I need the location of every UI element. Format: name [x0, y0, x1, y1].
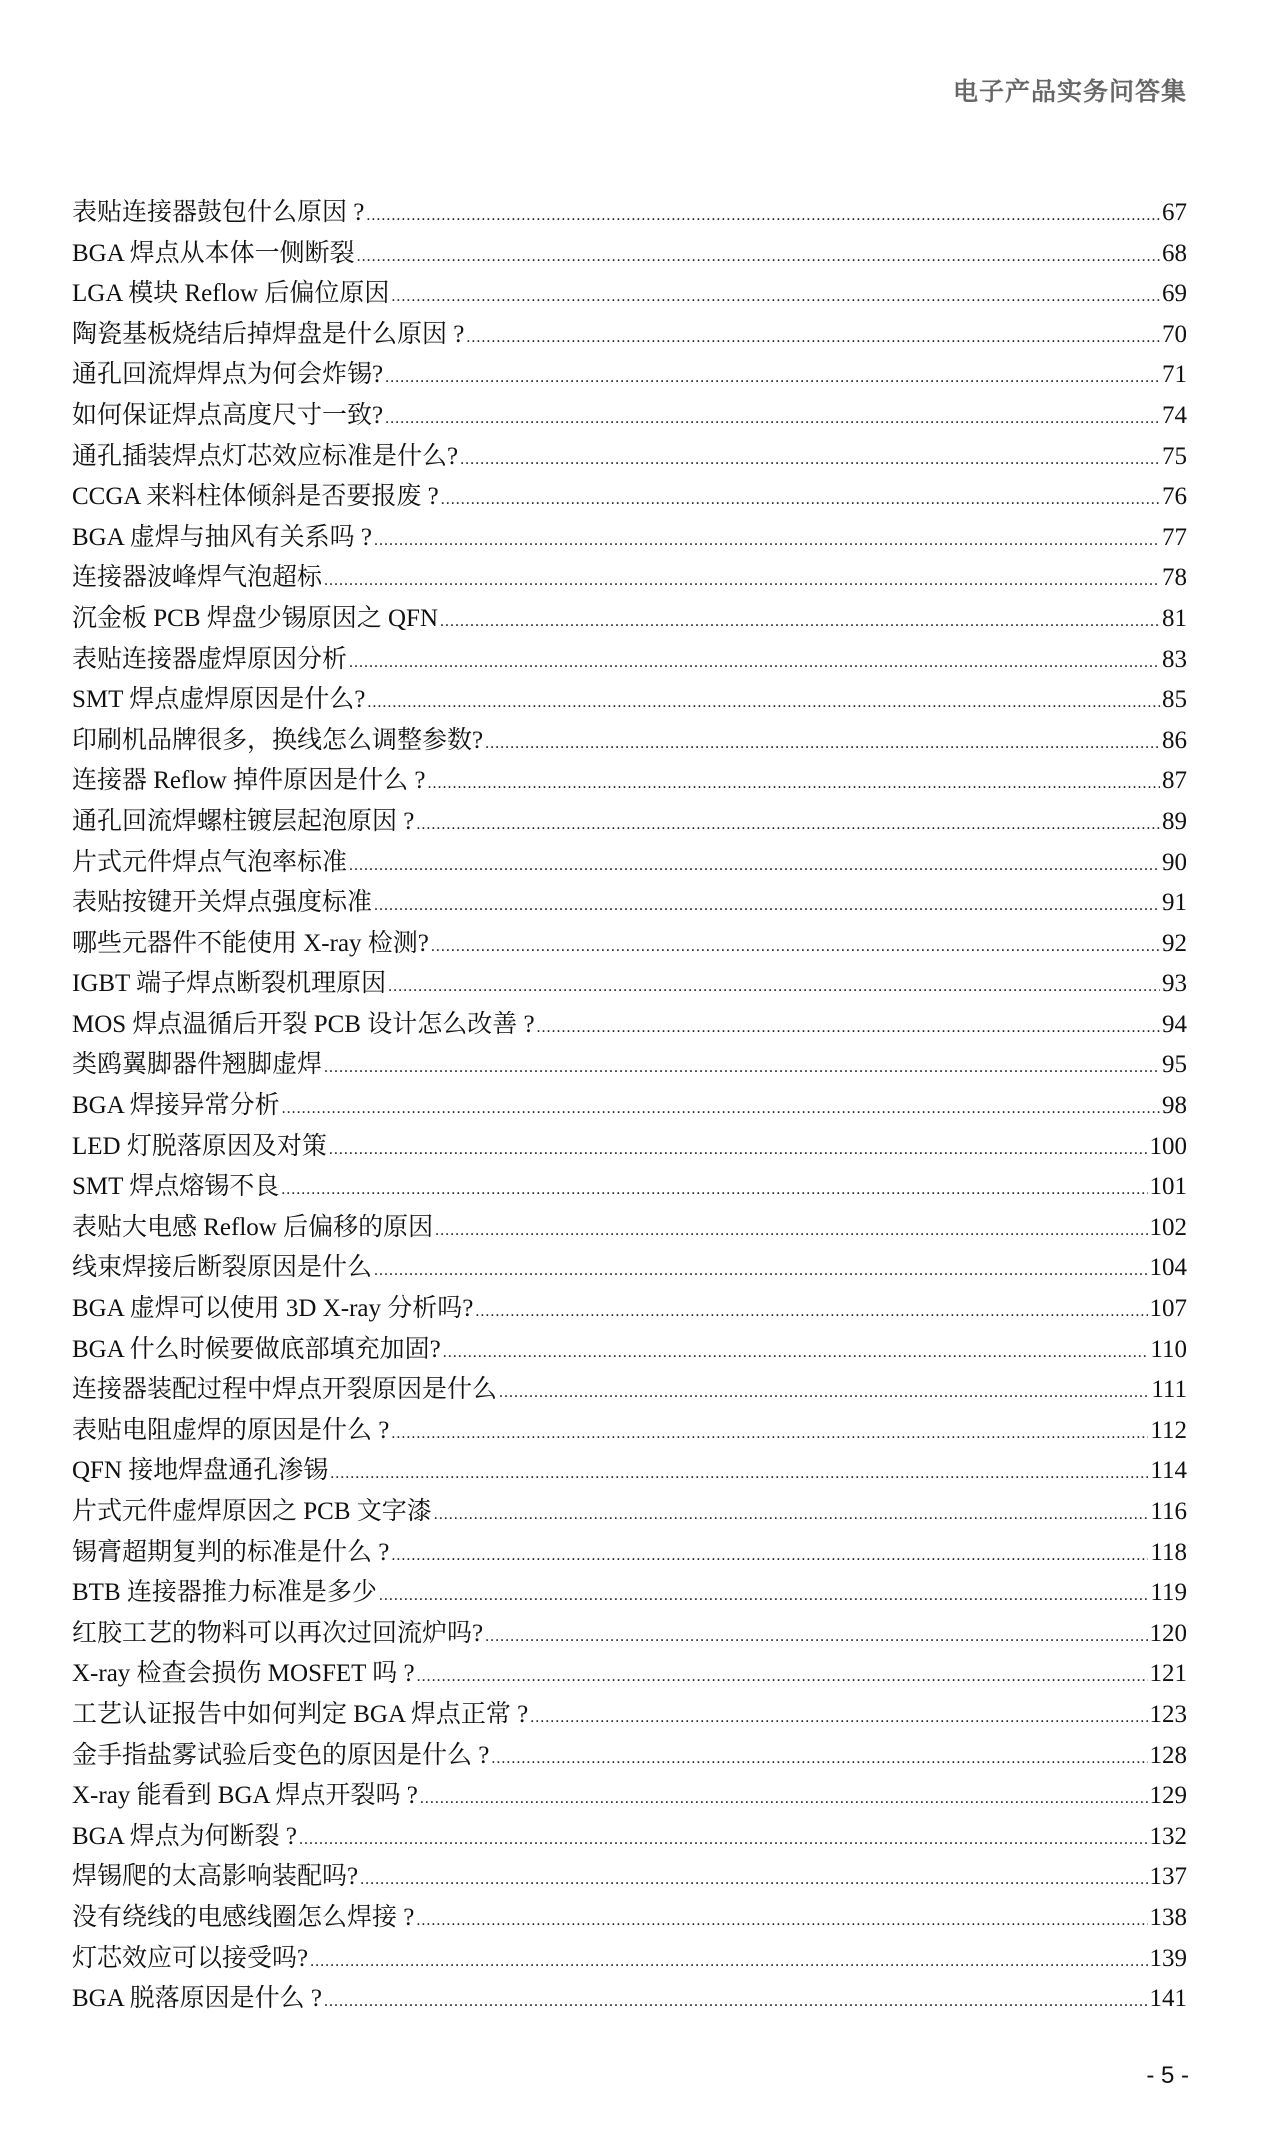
dot-leader — [485, 1628, 1147, 1646]
toc-entry-title: MOS 焊点温循后开裂 PCB 设计怎么改善 ? — [72, 1010, 535, 1038]
toc-entry-page: 76 — [1162, 483, 1187, 511]
toc-entry[interactable] — [72, 1775, 1187, 1816]
dot-leader — [330, 1465, 1148, 1483]
toc-entry[interactable] — [72, 517, 1187, 558]
toc-entry-page: 91 — [1162, 889, 1187, 917]
toc-entry-title: BGA 虚焊与抽风有关系吗 ? — [72, 523, 373, 551]
toc-entry[interactable] — [72, 1978, 1187, 2019]
toc-entry-title: 通孔插装焊点灯芯效应标准是什么? — [72, 442, 459, 470]
toc-entry[interactable] — [72, 1938, 1187, 1979]
toc-entry-page: 98 — [1162, 1092, 1187, 1120]
dot-leader — [416, 816, 1160, 834]
toc-entry-page: 120 — [1149, 1619, 1187, 1647]
dot-leader — [367, 694, 1160, 712]
toc-entry-page: 86 — [1162, 726, 1187, 754]
toc-entry-title: 如何保证焊点高度尺寸一致? — [72, 401, 384, 429]
dot-leader — [299, 1831, 1147, 1849]
toc-entry-page: 89 — [1162, 807, 1187, 835]
toc-entry-page: 92 — [1162, 929, 1187, 957]
dot-leader — [537, 1019, 1160, 1037]
dot-leader — [385, 369, 1160, 387]
dot-leader — [374, 1262, 1147, 1280]
toc-entry-title: 通孔回流焊焊点为何会炸锡? — [72, 361, 384, 389]
toc-entry[interactable] — [72, 476, 1187, 517]
dot-leader — [388, 978, 1160, 996]
toc-entry-page: 101 — [1149, 1173, 1187, 1201]
toc-entry-title: QFN 接地焊盘通孔渗锡 — [72, 1457, 329, 1485]
toc-entry-page: 69 — [1162, 280, 1187, 308]
toc-entry[interactable] — [72, 801, 1187, 842]
toc-entry-title: SMT 焊点熔锡不良 — [72, 1173, 280, 1201]
toc-entry[interactable] — [72, 1572, 1187, 1613]
toc-entry[interactable] — [72, 1207, 1187, 1248]
toc-entry-title: 哪些元器件不能使用 X-ray 检测? — [72, 929, 429, 957]
toc-entry-title: 表贴连接器鼓包什么原因 ? — [72, 199, 365, 226]
toc-entry-page: 139 — [1149, 1944, 1187, 1972]
toc-entry[interactable] — [72, 1004, 1187, 1045]
toc-entry-page: 87 — [1162, 767, 1187, 795]
toc-entry-title: 金手指盐雾试验后变色的原因是什么 ? — [72, 1741, 490, 1769]
dot-leader — [443, 1344, 1149, 1362]
toc-entry-title: BGA 什么时候要做底部填充加固? — [72, 1335, 441, 1363]
toc-entry-page: 71 — [1162, 361, 1187, 389]
toc-entry-title: LED 灯脱落原因及对策 — [72, 1132, 327, 1160]
dot-leader — [466, 329, 1160, 347]
toc-entry[interactable] — [72, 354, 1187, 395]
toc-entry[interactable] — [72, 1897, 1187, 1938]
toc-entry-page: 110 — [1150, 1335, 1187, 1363]
toc-entry-title: 没有绕线的电感线圈怎么焊接 ? — [72, 1903, 415, 1931]
toc-entry-page: 83 — [1162, 645, 1187, 673]
toc-entry-page: 78 — [1162, 564, 1187, 592]
toc-entry-title: BGA 虚焊可以使用 3D X-ray 分析吗? — [72, 1295, 474, 1323]
toc-entry[interactable] — [72, 273, 1187, 314]
toc-entry[interactable] — [72, 963, 1187, 1004]
toc-entry[interactable] — [72, 1085, 1187, 1126]
toc-entry-page: 93 — [1162, 970, 1187, 998]
dot-leader — [485, 735, 1160, 753]
toc-entry-page: 100 — [1149, 1132, 1187, 1160]
toc-entry-page: 141 — [1149, 1985, 1187, 2013]
toc-entry[interactable] — [72, 1166, 1187, 1207]
toc-entry-page: 67 — [1162, 199, 1187, 226]
toc-entry-page: 68 — [1162, 239, 1187, 267]
toc-entry-title: 陶瓷基板烧结后掉焊盘是什么原因 ? — [72, 320, 465, 348]
toc-entry-title: BTB 连接器推力标准是多少 — [72, 1579, 377, 1607]
toc-entry[interactable] — [72, 1653, 1187, 1694]
toc-entry-page: 94 — [1162, 1010, 1187, 1038]
toc-entry[interactable] — [72, 1613, 1187, 1654]
toc-entry[interactable] — [72, 1044, 1187, 1085]
toc-entry-page: 85 — [1162, 686, 1187, 714]
dot-leader — [391, 1425, 1148, 1443]
toc-entry[interactable] — [72, 557, 1187, 598]
toc-entry-page: 70 — [1162, 320, 1187, 348]
toc-entry[interactable] — [72, 1856, 1187, 1897]
dot-leader — [417, 1668, 1148, 1686]
toc-entry-page: 111 — [1151, 1376, 1187, 1404]
toc-entry-title: 表贴连接器虚焊原因分析 — [72, 645, 348, 673]
dot-leader — [420, 1790, 1148, 1808]
toc-entry-page: 116 — [1150, 1498, 1187, 1525]
dot-leader — [475, 1303, 1147, 1321]
toc-entry-page: 129 — [1149, 1782, 1187, 1810]
toc-entry[interactable] — [72, 1491, 1187, 1532]
toc-entry-page: 90 — [1162, 848, 1187, 876]
toc-entry-page: 81 — [1162, 604, 1187, 632]
table-of-contents — [72, 192, 1187, 2019]
toc-entry-title: LGA 模块 Reflow 后偏位原因 — [72, 280, 390, 308]
toc-entry-page: 102 — [1149, 1213, 1187, 1241]
toc-entry-title: 连接器装配过程中焊点开裂原因是什么 — [72, 1376, 498, 1404]
toc-entry-title: SMT 焊点虚焊原因是什么? — [72, 686, 366, 714]
dot-leader — [349, 857, 1160, 875]
toc-entry-page: 77 — [1162, 523, 1187, 551]
toc-entry-title: BGA 焊接异常分析 — [72, 1092, 280, 1120]
dot-leader — [441, 491, 1160, 509]
toc-entry[interactable] — [72, 1410, 1187, 1451]
toc-entry-page: 137 — [1149, 1863, 1187, 1891]
dot-leader — [391, 288, 1160, 306]
toc-entry-title: 印刷机品牌很多，换线怎么调整参数? — [72, 726, 484, 754]
dot-leader — [391, 1547, 1148, 1565]
toc-entry[interactable] — [72, 314, 1187, 355]
toc-entry[interactable] — [72, 1735, 1187, 1776]
toc-entry-title: 片式元件焊点气泡率标准 — [72, 848, 348, 876]
toc-entry-page: 121 — [1149, 1660, 1187, 1688]
toc-entry-page: 104 — [1149, 1254, 1187, 1282]
toc-entry-title: 工艺认证报告中如何判定 BGA 焊点正常 ? — [72, 1700, 529, 1728]
toc-entry[interactable] — [72, 842, 1187, 883]
dot-leader — [310, 1953, 1147, 1971]
dot-leader — [491, 1750, 1147, 1768]
toc-entry-title: 红胶工艺的物料可以再次过回流炉吗? — [72, 1619, 484, 1647]
toc-entry[interactable] — [72, 882, 1187, 923]
toc-entry-title: 表贴大电感 Reflow 后偏移的原因 — [72, 1213, 434, 1241]
dot-leader — [349, 654, 1160, 672]
toc-entry-title: 沉金板 PCB 焊盘少锡原因之 QFN — [72, 604, 439, 632]
toc-entry-page: 74 — [1162, 401, 1187, 429]
toc-entry-title: 片式元件虚焊原因之 PCB 文字漆 — [72, 1498, 432, 1525]
dot-leader — [374, 897, 1160, 915]
toc-entry-title: 锡膏超期复判的标准是什么 ? — [72, 1538, 390, 1566]
dot-leader — [281, 1181, 1147, 1199]
toc-entry[interactable] — [72, 923, 1187, 964]
toc-entry[interactable] — [72, 720, 1187, 761]
toc-entry-title: X-ray 能看到 BGA 焊点开裂吗 ? — [72, 1782, 418, 1810]
toc-entry-title: 通孔回流焊螺柱镀层起泡原因 ? — [72, 807, 415, 835]
toc-entry-title: 类鸥翼脚器件翘脚虚焊 — [72, 1051, 323, 1079]
toc-entry-page: 114 — [1150, 1457, 1187, 1485]
dot-leader — [379, 1587, 1149, 1605]
toc-entry[interactable] — [72, 1247, 1187, 1288]
toc-entry[interactable] — [72, 679, 1187, 720]
toc-entry-title: BGA 焊点从本体一侧断裂 — [72, 239, 355, 267]
toc-entry-page: 123 — [1149, 1700, 1187, 1728]
toc-entry[interactable] — [72, 1288, 1187, 1329]
toc-entry-title: CCGA 来料柱体倾斜是否要报废 ? — [72, 483, 439, 511]
toc-entry-title: BGA 脱落原因是什么 ? — [72, 1985, 323, 2013]
toc-entry-page: 118 — [1150, 1538, 1187, 1566]
toc-entry-title: 焊锡爬的太高影响装配吗? — [72, 1863, 359, 1891]
toc-entry-title: X-ray 检查会损伤 MOSFET 吗 ? — [72, 1660, 415, 1688]
dot-leader — [360, 1871, 1147, 1889]
dot-leader — [374, 532, 1160, 550]
dot-leader — [431, 938, 1160, 956]
toc-entry[interactable] — [72, 639, 1187, 680]
dot-leader — [282, 1100, 1160, 1118]
toc-entry[interactable] — [72, 1450, 1187, 1491]
toc-entry-page: 95 — [1162, 1051, 1187, 1079]
toc-entry-page: 132 — [1149, 1822, 1187, 1850]
toc-entry[interactable] — [72, 192, 1187, 233]
toc-entry[interactable] — [72, 436, 1187, 477]
toc-entry[interactable] — [72, 1329, 1187, 1370]
toc-entry-page: 138 — [1149, 1903, 1187, 1931]
toc-entry[interactable] — [72, 1126, 1187, 1167]
toc-entry-title: 连接器 Reflow 掉件原因是什么 ? — [72, 767, 426, 795]
dot-leader — [357, 248, 1160, 266]
toc-entry[interactable] — [72, 598, 1187, 639]
toc-entry-page: 128 — [1149, 1741, 1187, 1769]
toc-entry-title: IGBT 端子焊点断裂机理原因 — [72, 970, 387, 998]
toc-entry-page: 119 — [1150, 1579, 1187, 1607]
toc-entry-title: BGA 焊点为何断裂 ? — [72, 1822, 298, 1850]
toc-entry[interactable] — [72, 395, 1187, 436]
toc-entry-title: 表贴电阻虚焊的原因是什么 ? — [72, 1416, 390, 1444]
dot-leader — [324, 572, 1160, 590]
toc-entry[interactable] — [72, 1694, 1187, 1735]
dot-leader — [530, 1709, 1147, 1727]
dot-leader — [499, 1384, 1149, 1402]
dot-leader — [329, 1141, 1148, 1159]
toc-entry-title: 灯芯效应可以接受吗? — [72, 1944, 309, 1972]
dot-leader — [460, 451, 1160, 469]
toc-entry[interactable] — [72, 233, 1187, 274]
dot-leader — [324, 1059, 1160, 1077]
dot-leader — [366, 207, 1160, 225]
toc-entry-title: 连接器波峰焊气泡超标 — [72, 564, 323, 592]
toc-entry[interactable] — [72, 1816, 1187, 1857]
dot-leader — [435, 1222, 1147, 1240]
toc-entry[interactable] — [72, 1532, 1187, 1573]
toc-entry[interactable] — [72, 760, 1187, 801]
dot-leader — [427, 775, 1160, 793]
running-header: 电子产品实务问答集 — [952, 77, 1187, 106]
toc-entry-page: 107 — [1149, 1295, 1187, 1323]
dot-leader — [416, 1912, 1147, 1930]
page-number: - 5 - — [1146, 2062, 1189, 2089]
dot-leader — [440, 613, 1160, 631]
toc-entry-title: 表贴按键开关焊点强度标准 — [72, 889, 373, 917]
toc-entry-page: 112 — [1150, 1416, 1187, 1444]
toc-entry-page: 75 — [1162, 442, 1187, 470]
toc-entry[interactable] — [72, 1369, 1187, 1410]
dot-leader — [434, 1506, 1149, 1524]
dot-leader — [385, 410, 1160, 428]
toc-entry-title: 线束焊接后断裂原因是什么 — [72, 1254, 373, 1282]
dot-leader — [324, 1993, 1147, 2011]
